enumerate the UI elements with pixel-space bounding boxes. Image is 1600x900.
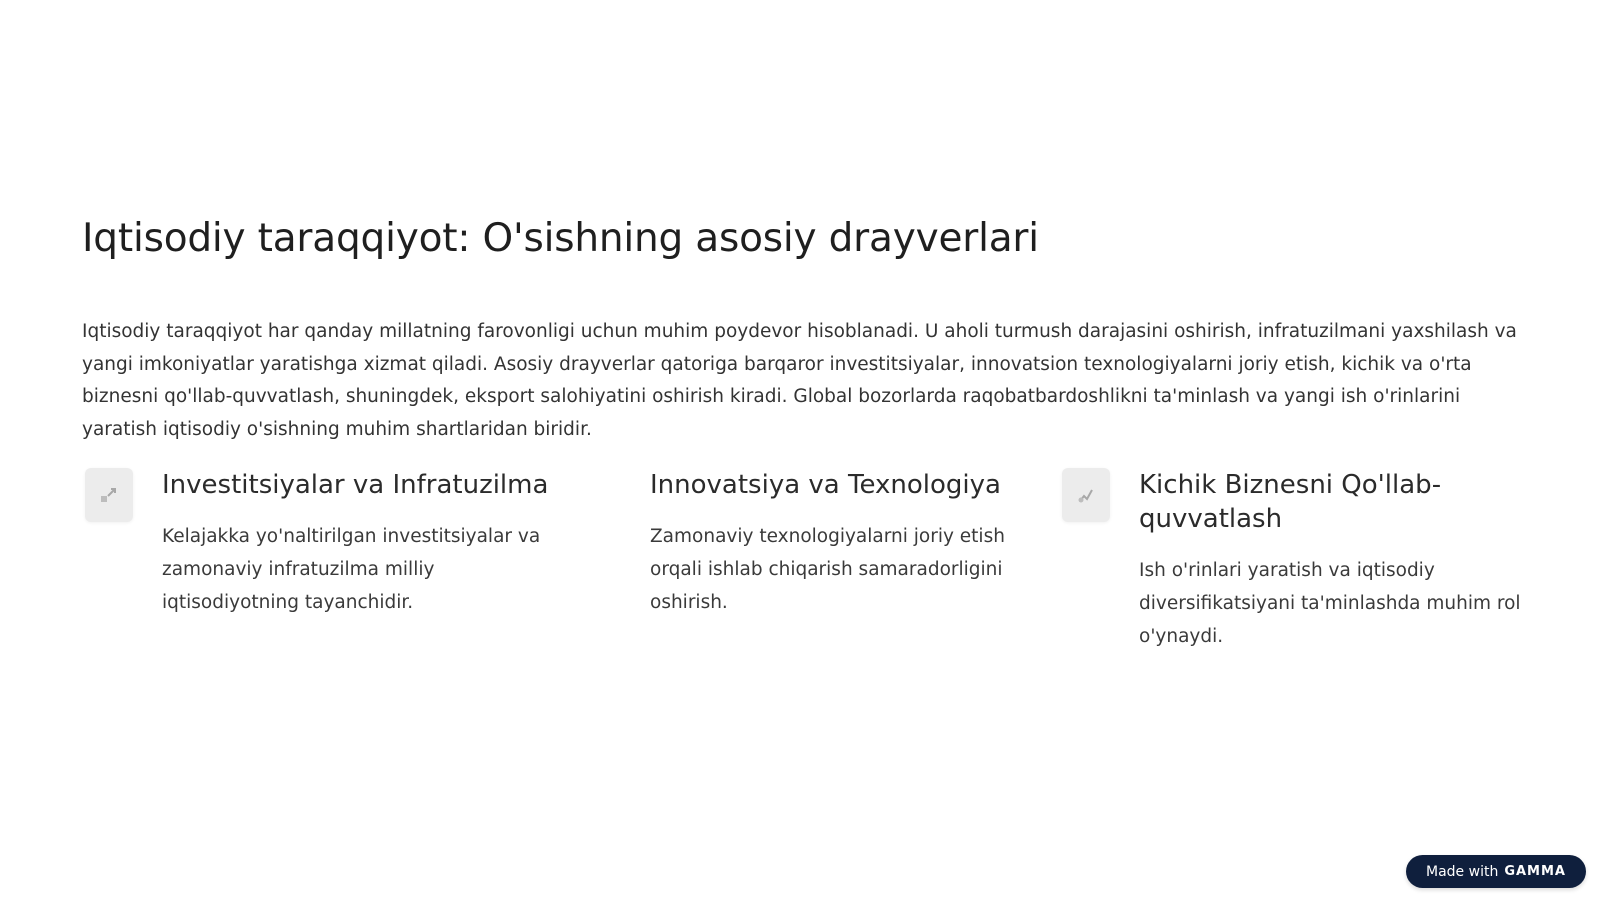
image-placeholder-icon	[85, 468, 133, 522]
made-with-gamma-badge[interactable]	[1406, 855, 1586, 888]
feature-title: Kichik Biznesni Qo'llab-quvvatlash	[1139, 470, 1442, 534]
feature-description: Ish o'rinlari yaratish va iqtisodiy diversifikatsiyani ta'minlashda muhim rol o'ynaydi.	[1139, 560, 1521, 647]
slide-title: Iqtisodiy taraqqiyot: O'sishning asosiy drayverlari	[82, 216, 1039, 261]
feature-title: Innovatsiya va Texnologiya	[650, 470, 1001, 500]
feature-description: Kelajakka yo'naltirilgan investitsiyalar va zamonaviy infratuzilma milliy iqtisodiyotning tayanchidir.	[162, 526, 541, 613]
gamma-logo: GAMMA	[1504, 864, 1566, 879]
feature-description: Zamonaviy texnologiyalarni joriy etish orqali ishlab chiqarish samaradorligini oshirish.	[650, 526, 1005, 613]
intro-paragraph: Iqtisodiy taraqqiyot har qanday millatning farovonligi uchun muhim poydevor hisoblanadi. U aholi turmush darajasini oshirish, infratuzilmani yaxshilash va yangi imkoniyatlar yaratishga xizmat qiladi. Asosiy drayverlar qatoriga barqaror investitsiyalar, innovatsion texnologiyalarni joriy etish, kichik va o'rta biznesni qo'llab-quvvatlash, shuningdek, eksport salohiyatini oshirish kiradi. Global bozorlarda raqobatbardoshlikni ta'minlash va yangi ish o'rinlarini yaratish iqtisodiy o'sishning muhim shartlaridan biridir.	[82, 321, 1517, 440]
feature-title: Investitsiyalar va Infratuzilma	[162, 470, 549, 500]
image-placeholder-icon	[1062, 468, 1110, 522]
badge-prefix: Made with	[1426, 863, 1499, 880]
